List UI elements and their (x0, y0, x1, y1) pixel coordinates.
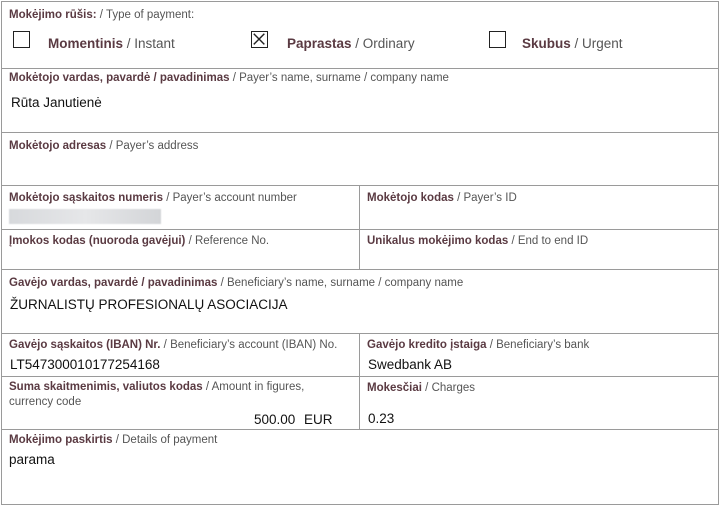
amount-value[interactable]: 500.00 (254, 412, 296, 427)
charges-value[interactable]: 0.23 (368, 411, 395, 426)
divider (1, 376, 719, 377)
checkbox-instant[interactable] (13, 31, 30, 48)
details-value[interactable]: parama (9, 452, 55, 467)
beneficiary-name-value[interactable]: ŽURNALISTŲ PROFESIONALŲ ASOCIACIJA (10, 297, 288, 312)
payer-name-label: Mokėtojo vardas, pavardė / pavadinimas / Payer’s name, surname / company name (9, 72, 449, 84)
end-to-end-label: Unikalus mokėjimo kodas / End to end ID (367, 235, 589, 247)
column-divider (359, 333, 360, 429)
divider (1, 68, 719, 69)
charges-label: Mokesčiai / Charges (367, 382, 476, 394)
border-right (718, 1, 719, 505)
divider (1, 229, 719, 230)
beneficiary-bank-value[interactable]: Swedbank AB (368, 357, 453, 372)
border-top (1, 1, 719, 2)
divider (1, 185, 719, 186)
beneficiary-bank-label: Gavėjo kredito įstaiga / Beneficiary’s bank (367, 339, 590, 351)
divider (1, 269, 719, 270)
beneficiary-account-label: Gavėjo sąskaitos (IBAN) Nr. / Beneficiary’s account (IBAN) No. (9, 339, 338, 351)
checkmark-x-icon (252, 32, 267, 47)
beneficiary-name-label: Gavėjo vardas, pavardė / pavadinimas / Beneficiary’s name, surname / company name (9, 277, 464, 289)
option-ordinary-label: Paprastas / Ordinary (287, 36, 415, 51)
checkbox-ordinary[interactable] (251, 31, 268, 48)
redacted-account-number (9, 209, 161, 224)
beneficiary-account-value[interactable]: LT547300010177254168 (10, 357, 160, 372)
details-label: Mokėjimo paskirtis / Details of payment (9, 434, 218, 446)
checkbox-urgent[interactable] (489, 31, 506, 48)
amount-label-line2: currency code (9, 396, 82, 408)
currency-code[interactable]: EUR (304, 412, 333, 427)
payer-id-label: Mokėtojo kodas / Payer’s ID (367, 192, 517, 204)
amount-label: Suma skaitmenimis, valiutos kodas / Amount in figures, (9, 381, 305, 393)
reference-label: Įmokos kodas (nuoroda gavėjui) / Reference No. (9, 235, 270, 247)
payer-name-value[interactable]: Rūta Janutienė (11, 95, 102, 110)
payment-type-label: Mokėjimo rūšis: / Type of payment: (9, 9, 195, 21)
divider (1, 333, 719, 334)
option-urgent-label: Skubus / Urgent (522, 36, 623, 51)
payer-address-label: Mokėtojo adresas / Payer’s address (9, 140, 199, 152)
column-divider (359, 185, 360, 269)
divider (1, 132, 719, 133)
option-instant-label: Momentinis / Instant (48, 36, 175, 51)
border-bottom (1, 504, 719, 505)
border-left (1, 1, 2, 505)
payer-account-label: Mokėtojo sąskaitos numeris / Payer’s account number (9, 192, 297, 204)
divider (1, 429, 719, 430)
